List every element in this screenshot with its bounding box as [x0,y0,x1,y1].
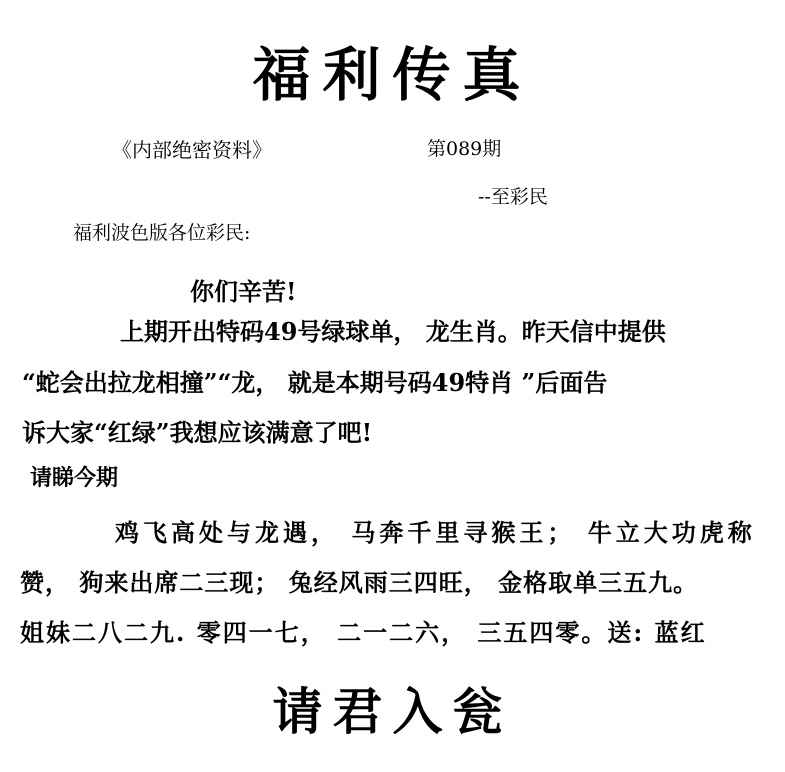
signer-line: --至彩民 [478,186,548,208]
poem-line: 赞， 狗来出席二三现； 兔经风雨三四旺， 金格取单三五九。 [20,568,699,597]
greeting-line: 福利波色版各位彩民: [73,222,251,244]
thanks-line: 你们辛苦! [190,277,297,306]
paragraph-line: 诉大家“红绿”我想应该满意了吧! [22,418,373,447]
issue-number: 第089期 [427,138,502,160]
closing-title: 请君入瓮 [272,682,513,741]
paragraph-line: “蛇会出拉龙相撞”“龙， 就是本期号码49特肖 ”后面告 [22,368,608,397]
poem-line: 姐妹二八二九. 零四一七， 二一二六， 三五四零。送: 蓝红 [20,618,707,647]
invite-line: 请睇今期 [30,465,119,491]
source-label: 《内部绝密资料》 [112,138,272,162]
paragraph-line: 上期开出特码49号绿球单， 龙生肖。昨天信中提供 [120,317,666,346]
document-title: 福利传真 [252,41,533,109]
poem-line: 鸡飞高处与龙遇， 马奔千里寻猴王； 牛立大功虎称 [115,518,756,547]
